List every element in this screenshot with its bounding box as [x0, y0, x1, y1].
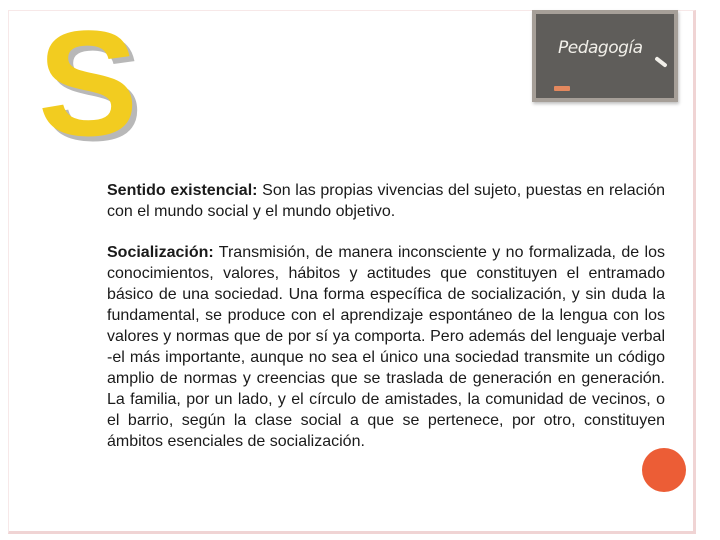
chalk-mark-icon — [654, 56, 667, 68]
chalk-piece-icon — [554, 86, 570, 91]
slide-content — [107, 180, 665, 452]
term-definition: Son las propias vivencias del sujeto, puestas en relación con el mundo social y el mundo objetivo. — [107, 182, 665, 220]
term-definition: Transmisión, de manera inconsciente y no formalizada, de los conocimientos, valores, hábitos y actitudes que constituyen el entramado básico de una sociedad. Una forma específica de socialización, y sin duda la fundamental, se produce con el aprendizaje espontáneo de la lengua con los valores y normas que de por sí ya comporta. Pero además del lenguaje verbal -el más importante, aunque no sea el único una sociedad transmite un código amplio de normas y creencias que se traslada de generación en generación. La familia, por un lado, y el círculo de amistades, la comunidad de vecinos, o el barrio, según la clase social a que se pertenece, por otro, constituyen ámbitos esenciales de socialización. — [107, 244, 665, 450]
paragraph-sentido-existencial — [107, 180, 665, 222]
term-label: Socialización: — [107, 244, 214, 261]
chalkboard-icon — [532, 10, 678, 102]
term-label: Sentido existencial: — [107, 182, 258, 199]
chalkboard-label: Pedagogía — [558, 38, 643, 58]
big-initial-letter: S — [38, 0, 139, 167]
paragraph-socializacion — [107, 242, 665, 452]
orange-circle-decoration — [642, 448, 686, 492]
chalkboard-surface — [536, 14, 674, 98]
